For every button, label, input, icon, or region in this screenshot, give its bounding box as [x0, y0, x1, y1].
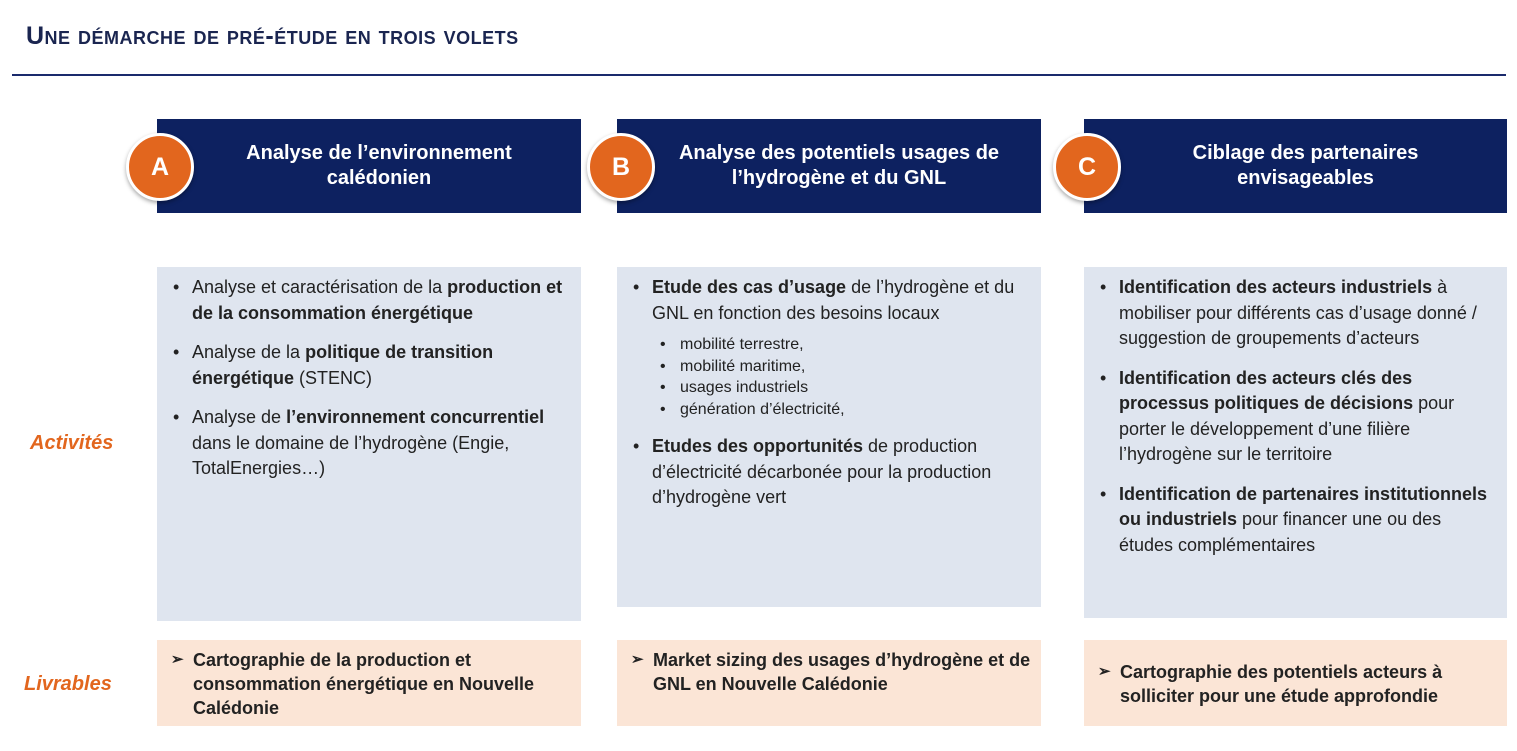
activity-item: • Analyse de l’environnement concurrentiel dans le domaine de l’hydrogène (Engie, TotalEnergies…)	[167, 405, 567, 482]
deliverable-a	[157, 640, 581, 726]
arrow-bullet-icon: ➢	[171, 651, 184, 668]
activity-item: • Analyse et caractérisation de la production et de la consommation énergétique	[167, 275, 567, 326]
sub-item: • génération d’électricité,	[652, 399, 1027, 421]
badge-c: C	[1053, 133, 1121, 201]
activities-panel-b	[617, 267, 1041, 607]
page-title: Une démarche de pré-étude en trois volets	[26, 22, 519, 50]
deliverable-c	[1084, 640, 1507, 726]
header-column-c: Ciblage des partenaires envisageables	[1084, 119, 1507, 213]
title-divider	[12, 74, 1506, 76]
header-column-b: Analyse des potentiels usages de l’hydrogène et du GNL	[617, 119, 1041, 213]
deliverable-text: Cartographie de la production et consommation énergétique en Nouvelle Calédonie	[193, 650, 535, 718]
deliverable-b	[617, 640, 1041, 726]
badge-a: A	[126, 133, 194, 201]
arrow-bullet-icon: ➢	[1098, 663, 1111, 680]
deliverable-text: Market sizing des usages d’hydrogène et de GNL en Nouvelle Calédonie	[653, 650, 1031, 694]
activities-panel-c	[1084, 267, 1507, 618]
activity-item: • Etudes des opportunités de production d’électricité décarbonée pour la production d’hydrogène vert	[627, 434, 1027, 511]
activity-item: • Identification des acteurs clés des processus politiques de décisions pour porter le développement d’une filière l’hydrogène sur le territoire	[1094, 366, 1493, 468]
deliverable-text: Cartographie des potentiels acteurs à solliciter pour une étude approfondie	[1120, 662, 1443, 706]
header-column-a: Analyse de l’environnement calédonien	[157, 119, 581, 213]
row-label-deliverables: Livrables	[24, 673, 112, 695]
activity-item: • Identification de partenaires institutionnels ou industriels pour financer une ou des études complémentaires	[1094, 482, 1493, 559]
activity-item: • Identification des acteurs industriels à mobiliser pour différents cas d’usage donné / suggestion de groupements d’acteurs	[1094, 275, 1493, 352]
sub-item: • mobilité maritime,	[652, 356, 1027, 378]
activity-item: • Analyse de la politique de transition énergétique (STENC)	[167, 340, 567, 391]
badge-b: B	[587, 133, 655, 201]
sub-item: • usages industriels	[652, 377, 1027, 399]
activities-panel-a	[157, 267, 581, 621]
activity-item: • Etude des cas d’usage de l’hydrogène et du GNL en fonction des besoins locaux • mobilité terrestre, • mobilité maritime, • usages industriels • génération d’électricité,	[627, 275, 1027, 420]
arrow-bullet-icon: ➢	[631, 651, 644, 668]
sub-item: • mobilité terrestre,	[652, 334, 1027, 356]
row-label-activities: Activités	[30, 432, 114, 454]
